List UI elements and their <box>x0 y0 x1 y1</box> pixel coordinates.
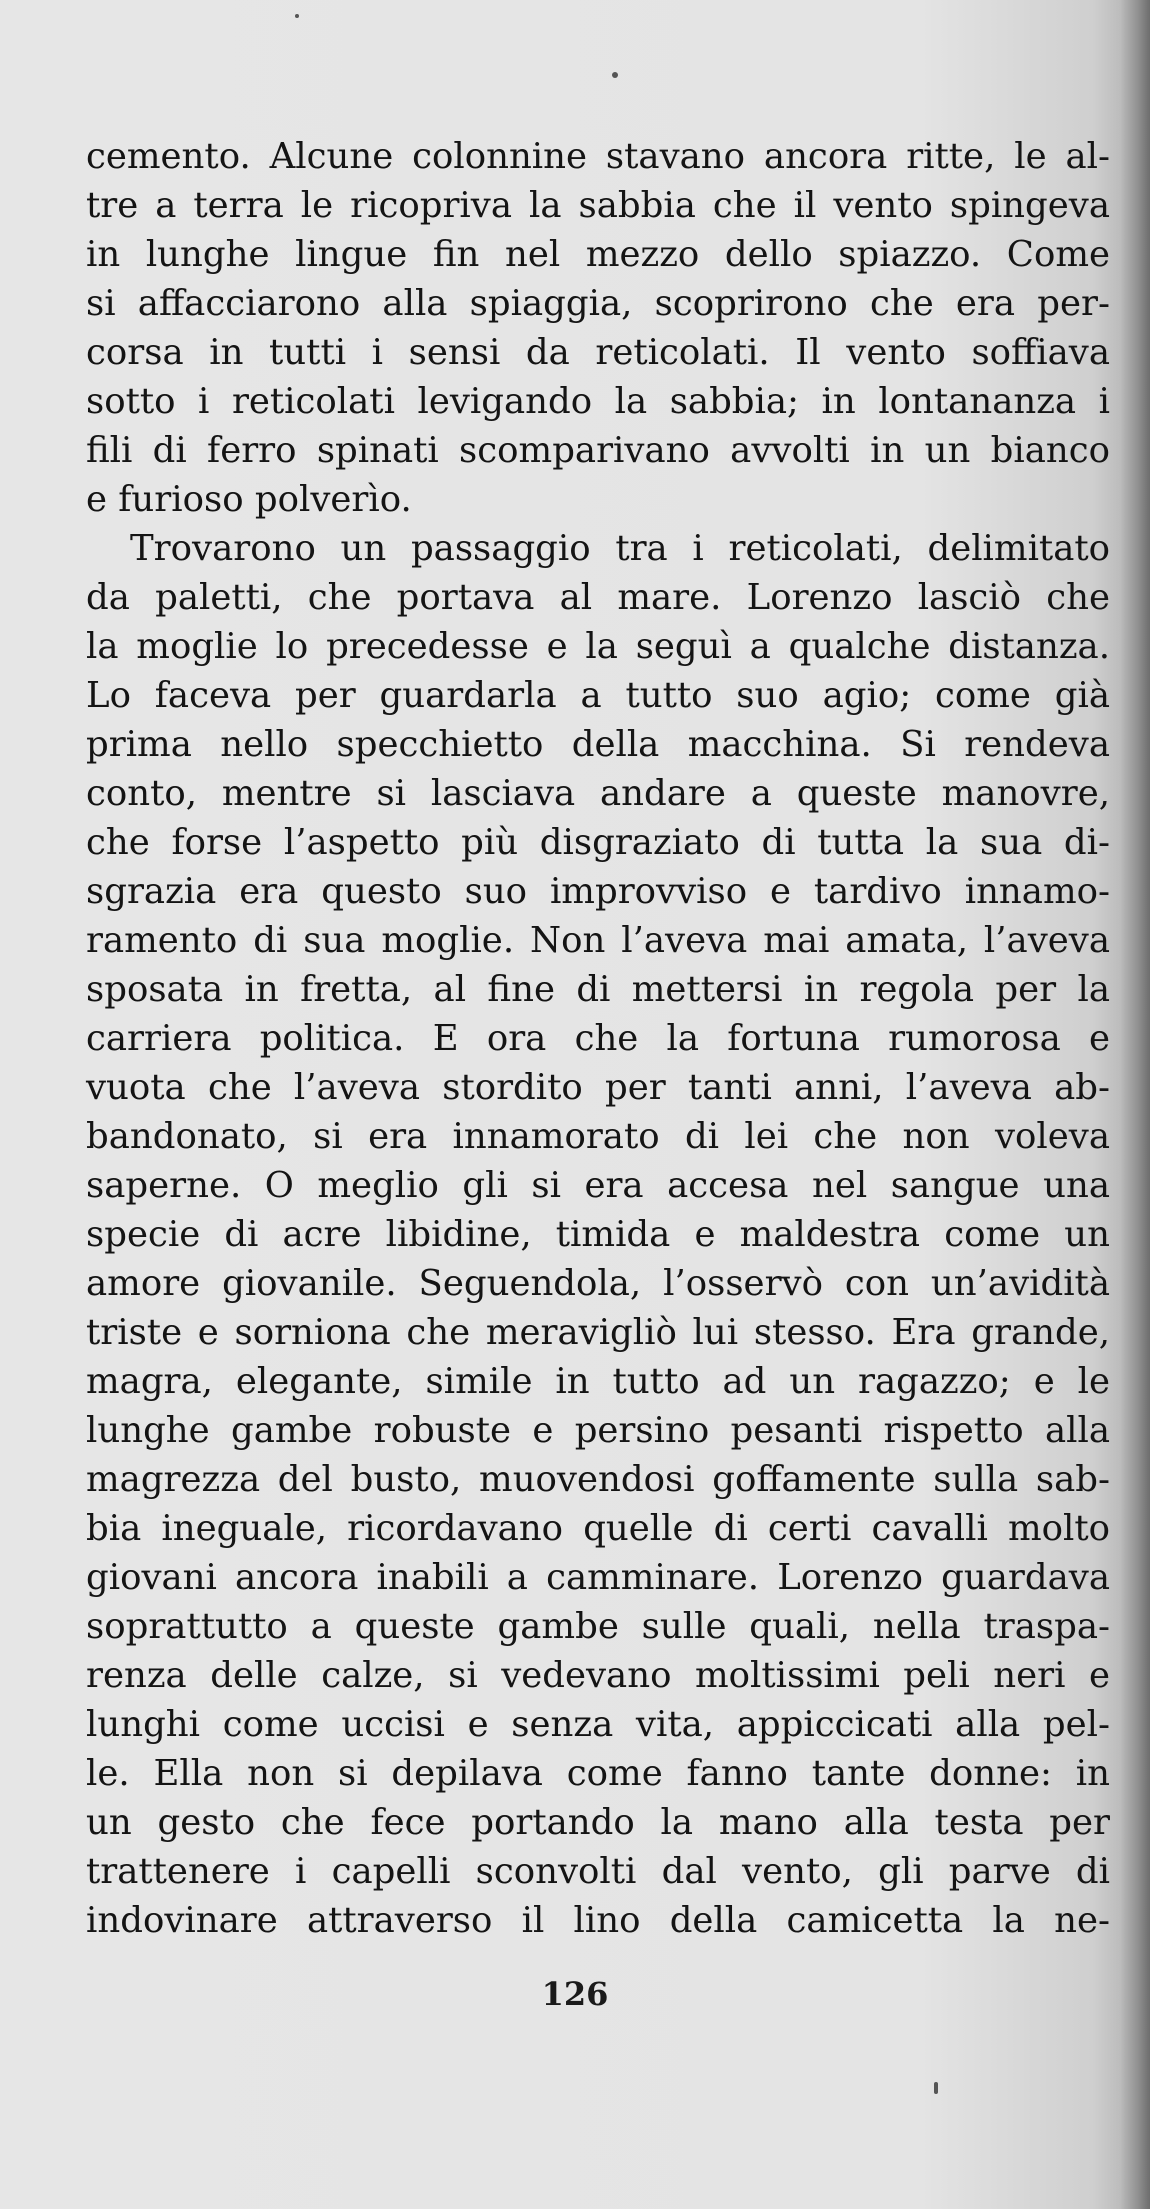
text-line: lunghi come uccisi e senza vita, appiccicati alla pel- <box>86 1704 1110 1745</box>
text-line: Lo faceva per guardarla a tutto suo agio; come già <box>86 675 1110 716</box>
text-line: carriera politica. E ora che la fortuna rumorosa e <box>86 1018 1110 1059</box>
text-line: ramento di sua moglie. Non l’aveva mai amata, l’aveva <box>86 920 1110 961</box>
text-line: trattenere i capelli sconvolti dal vento, gli parve di <box>86 1851 1110 1892</box>
text-line: lunghe gambe robuste e persino pesanti rispetto alla <box>86 1410 1110 1451</box>
text-line: soprattutto a queste gambe sulle quali, nella traspa- <box>86 1606 1110 1647</box>
text-line: saperne. O meglio gli si era accesa nel sangue una <box>86 1165 1110 1206</box>
text-line: si affacciarono alla spiaggia, scoprirono che era per- <box>86 283 1110 324</box>
page-number: 126 <box>541 1975 609 2013</box>
paper-speck <box>612 72 618 78</box>
text-line: bia ineguale, ricordavano quelle di certi cavalli molto <box>86 1508 1110 1549</box>
text-line: conto, mentre si lasciava andare a queste manovre, <box>86 773 1110 814</box>
text-line: un gesto che fece portando la mano alla testa per <box>86 1802 1110 1843</box>
text-line: renza delle calze, si vedevano moltissimi peli neri e <box>86 1655 1110 1696</box>
text-line: Trovarono un passaggio tra i reticolati, delimitato <box>130 528 1110 569</box>
text-line: cemento. Alcune colonnine stavano ancora ritte, le al- <box>86 136 1110 177</box>
text-line: fili di ferro spinati scomparivano avvolti in un bianco <box>86 430 1110 471</box>
body-text <box>86 132 1110 1945</box>
text-line: specie di acre libidine, timida e maldestra come un <box>86 1214 1110 1255</box>
text-line: sotto i reticolati levigando la sabbia; in lontananza i <box>86 381 1110 422</box>
text-line: giovani ancora inabili a camminare. Lorenzo guardava <box>86 1557 1110 1598</box>
text-line: tre a terra le ricopriva la sabbia che il vento spingeva <box>86 185 1110 226</box>
text-line: amore giovanile. Seguendola, l’osservò con un’avidità <box>86 1263 1110 1304</box>
text-line: magrezza del busto, muovendosi goffamente sulla sab- <box>86 1459 1110 1500</box>
text-line: triste e sorniona che meravigliò lui stesso. Era grande, <box>86 1312 1110 1353</box>
paper-speck <box>295 14 299 18</box>
text-line: da paletti, che portava al mare. Lorenzo lasciò che <box>86 577 1110 618</box>
paper-speck <box>934 2082 938 2094</box>
text-line: sgrazia era questo suo improvviso e tardivo innamo- <box>86 871 1110 912</box>
text-line: prima nello specchietto della macchina. Si rendeva <box>86 724 1110 765</box>
text-line: che forse l’aspetto più disgraziato di tutta la sua di- <box>86 822 1110 863</box>
text-line: magra, elegante, simile in tutto ad un ragazzo; e le <box>86 1361 1110 1402</box>
text-line: in lunghe lingue fin nel mezzo dello spiazzo. Come <box>86 234 1110 275</box>
page-edge-shadow <box>1120 0 1150 2209</box>
text-line: sposata in fretta, al fine di mettersi in regola per la <box>86 969 1110 1010</box>
text-line: bandonato, si era innamorato di lei che non voleva <box>86 1116 1110 1157</box>
text-line: le. Ella non si depilava come fanno tante donne: in <box>86 1753 1110 1794</box>
text-line: vuota che l’aveva stordito per tanti anni, l’aveva ab- <box>86 1067 1110 1108</box>
text-line: la moglie lo precedesse e la seguì a qualche distanza. <box>86 626 1110 667</box>
text-line: e furioso polverìo. <box>86 479 412 520</box>
text-line: corsa in tutti i sensi da reticolati. Il vento soffiava <box>86 332 1110 373</box>
text-line: indovinare attraverso il lino della camicetta la ne- <box>86 1900 1110 1941</box>
